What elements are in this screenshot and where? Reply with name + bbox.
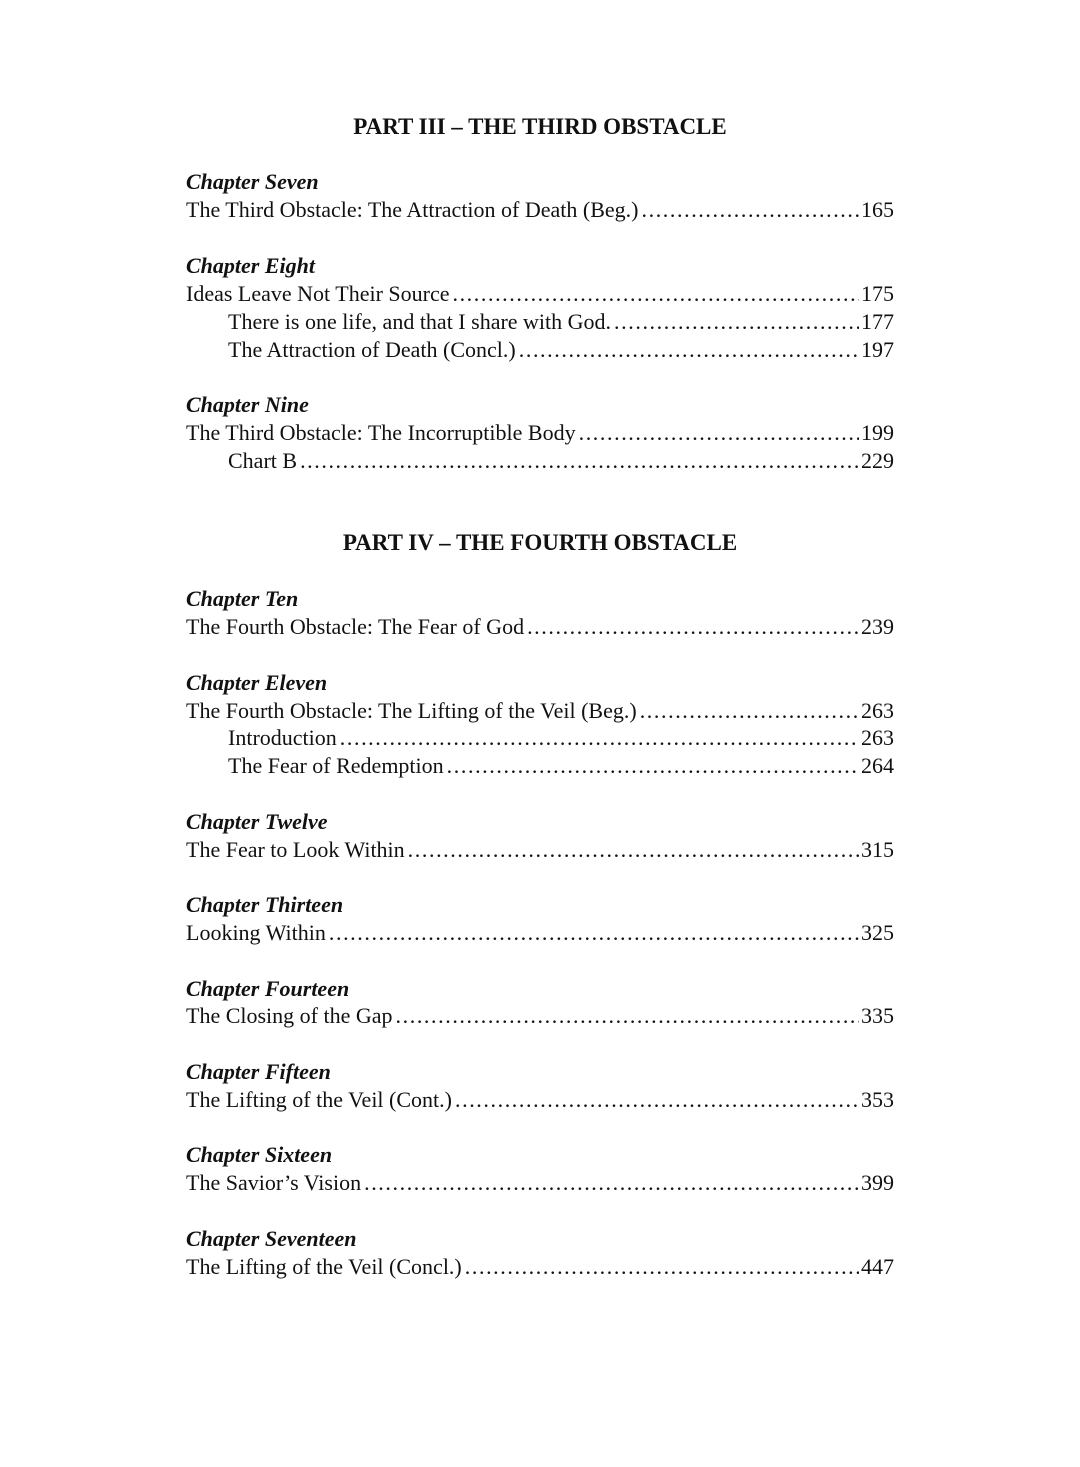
toc-entry[interactable] (186, 280, 894, 308)
dot-leader (408, 836, 859, 864)
toc-entry-page: 165 (861, 197, 894, 222)
dot-leader (465, 1253, 859, 1281)
toc-entry-page: 177 (861, 309, 894, 334)
toc-entry-page: 229 (861, 448, 894, 473)
toc-entry-page: 199 (861, 420, 894, 445)
dot-leader (579, 419, 859, 447)
toc-entry[interactable] (186, 1253, 894, 1281)
dot-leader (329, 919, 859, 947)
toc-entry-title: Chart B (228, 448, 298, 473)
dot-leader (364, 1169, 859, 1197)
dot-leader (455, 1086, 859, 1114)
toc-entry[interactable] (186, 1002, 894, 1030)
toc-entry-title: The Fear to Look Within (186, 837, 405, 862)
toc-entry-title: The Third Obstacle: The Attraction of Death (Beg.) (186, 197, 639, 222)
toc-subentry[interactable] (228, 447, 894, 475)
toc-entry-title: The Third Obstacle: The Incorruptible Body (186, 420, 576, 445)
chapter-heading: Chapter Thirteen (186, 892, 344, 917)
toc-entry-title: The Lifting of the Veil (Concl.) (186, 1254, 462, 1279)
toc-entry-page: 263 (861, 725, 894, 750)
toc-entry-page: 325 (861, 920, 894, 945)
chapter-heading: Chapter Eight (186, 253, 315, 278)
dot-leader (340, 724, 859, 752)
chapter-heading: Chapter Ten (186, 586, 299, 611)
toc-entry[interactable] (186, 836, 894, 864)
toc-entry-page: 239 (861, 614, 894, 639)
chapter-heading: Chapter Seven (186, 169, 319, 194)
part-title: PART III – THE THIRD OBSTACLE (353, 114, 727, 139)
dot-leader (447, 752, 859, 780)
toc-entry-title: The Fourth Obstacle: The Fear of God (186, 614, 525, 639)
toc-entry[interactable] (186, 919, 894, 947)
dot-leader (396, 1002, 859, 1030)
chapter-heading: Chapter Sixteen (186, 1142, 333, 1167)
toc-subentry[interactable] (228, 752, 894, 780)
toc-entry-page: 263 (861, 698, 894, 723)
dot-leader (300, 447, 859, 475)
toc-entry[interactable] (186, 1169, 894, 1197)
dot-leader (614, 308, 859, 336)
toc-entry-page: 315 (861, 837, 894, 862)
toc-entry-title: Introduction (228, 725, 337, 750)
toc-entry-page: 335 (861, 1003, 894, 1028)
chapter-heading: Chapter Twelve (186, 809, 328, 834)
toc-subentry[interactable] (228, 336, 894, 364)
chapter-heading: Chapter Eleven (186, 670, 328, 695)
dot-leader (640, 697, 859, 725)
toc-entry-page: 353 (861, 1087, 894, 1112)
toc-subentry[interactable] (228, 308, 894, 336)
chapter-heading: Chapter Fourteen (186, 976, 350, 1001)
toc-entry-title: The Attraction of Death (Concl.) (228, 337, 516, 362)
toc-entry[interactable] (186, 419, 894, 447)
toc-entry-title: The Fear of Redemption (228, 753, 444, 778)
chapter-heading: Chapter Fifteen (186, 1059, 331, 1084)
part-title: PART IV – THE FOURTH OBSTACLE (342, 530, 738, 555)
toc-entry-title: The Fourth Obstacle: The Lifting of the Veil (Beg.) (186, 698, 637, 723)
toc-entry[interactable] (186, 1086, 894, 1114)
dot-leader (642, 196, 860, 224)
dot-leader (452, 280, 859, 308)
toc-entry-title: The Lifting of the Veil (Cont.) (186, 1087, 452, 1112)
toc-entry-title: The Closing of the Gap (186, 1003, 393, 1028)
toc-entry-page: 399 (861, 1170, 894, 1195)
toc-entry-title: Looking Within (186, 920, 326, 945)
toc-entry-page: 175 (861, 281, 894, 306)
toc-entry-page: 264 (861, 753, 894, 778)
toc-entry-title: The Savior’s Vision (186, 1170, 362, 1195)
chapter-heading: Chapter Seventeen (186, 1226, 357, 1251)
toc-entry[interactable] (186, 613, 894, 641)
toc-entry-title: Ideas Leave Not Their Source (186, 281, 450, 306)
toc-entry-page: 447 (861, 1254, 894, 1279)
dot-leader (527, 613, 859, 641)
dot-leader (519, 336, 859, 364)
chapter-heading: Chapter Nine (186, 392, 309, 417)
toc-subentry[interactable] (228, 724, 894, 752)
toc-entry-page: 197 (861, 337, 894, 362)
toc-entry[interactable] (186, 196, 894, 224)
toc-entry-title: There is one life, and that I share with God. (228, 309, 612, 334)
toc-entry[interactable] (186, 697, 894, 725)
